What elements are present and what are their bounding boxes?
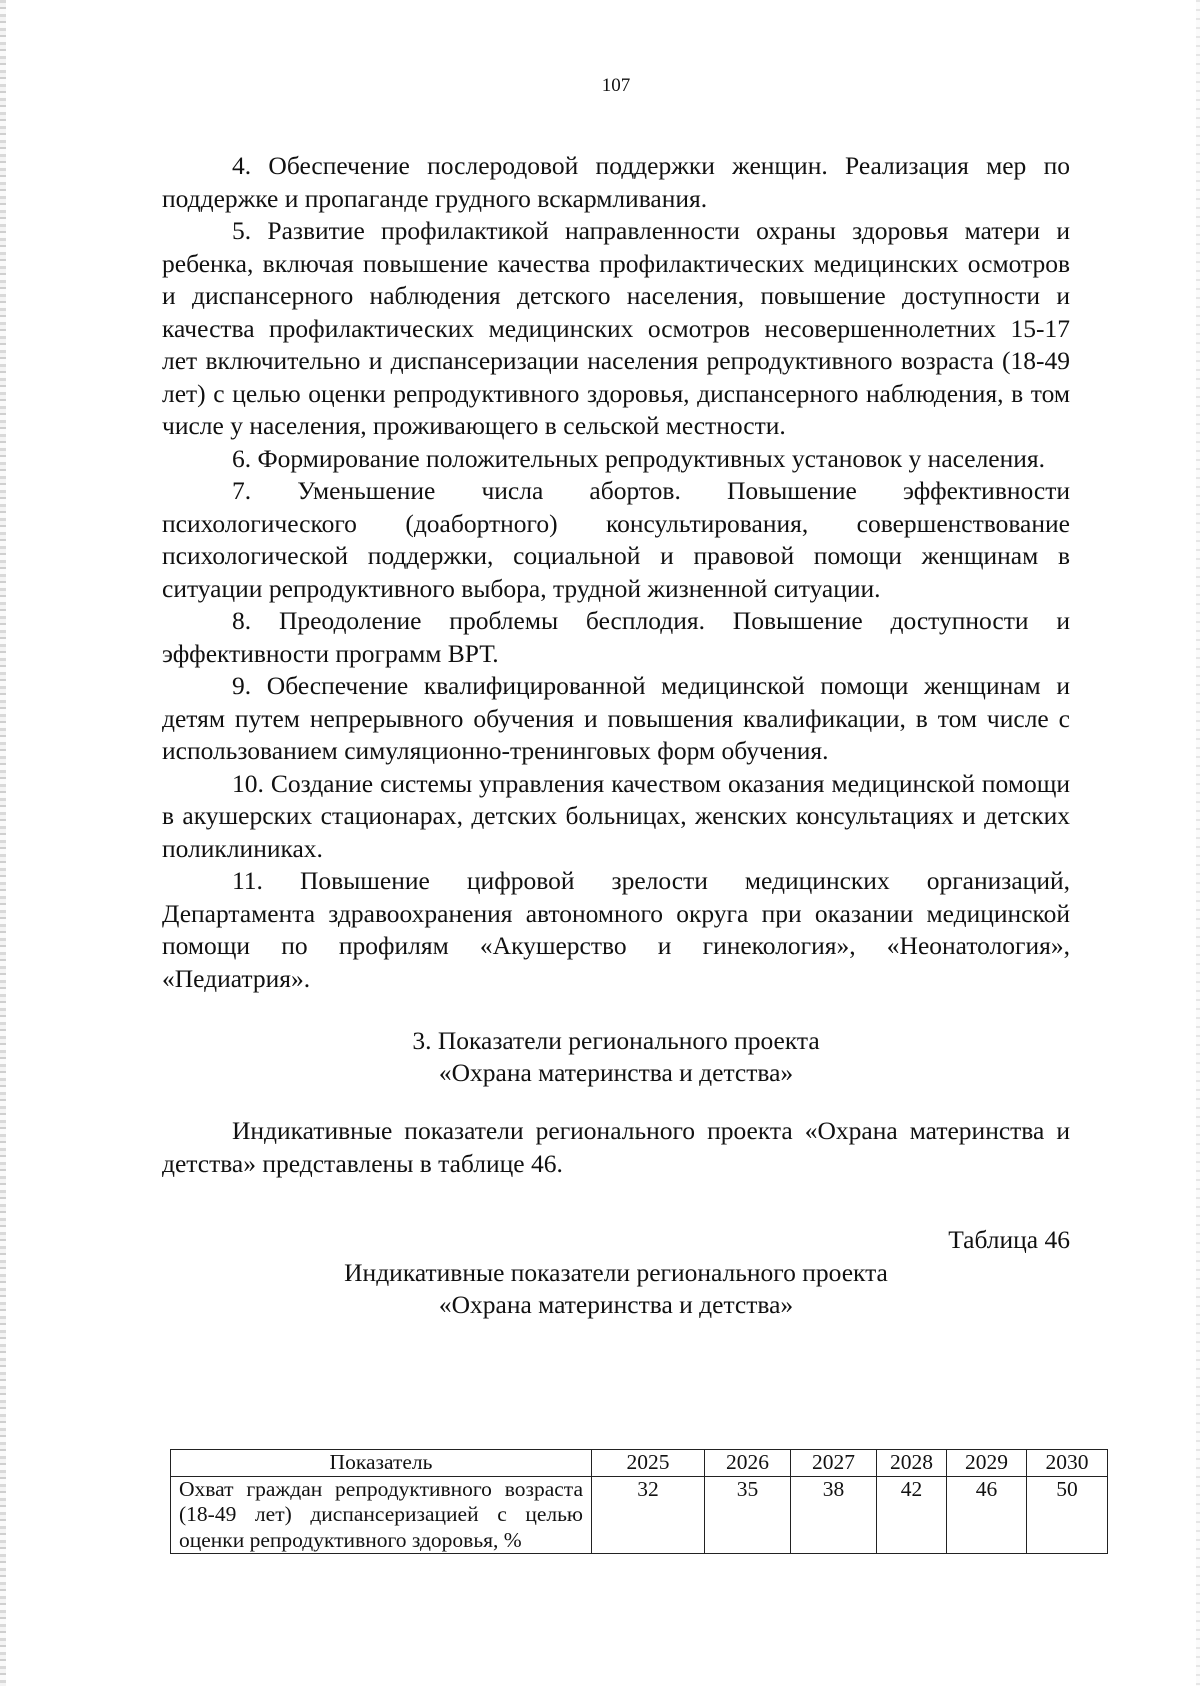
indicator-name-cell: Охват граждан репродуктивного возраста (18-49 лет) диспансеризацией с целью оценки репродуктивного здоровья, % bbox=[171, 1476, 592, 1554]
value-2029: 46 bbox=[947, 1476, 1027, 1554]
table-row bbox=[171, 1476, 1108, 1554]
section-heading bbox=[162, 1025, 1070, 1089]
table-header-row bbox=[171, 1450, 1108, 1477]
paragraph-item-8: 8. Преодоление проблемы бесплодия. Повышение доступности и эффективности программ ВРТ. bbox=[162, 606, 1070, 668]
table-label: Таблица 46 bbox=[948, 1225, 1070, 1254]
table-title bbox=[162, 1257, 1070, 1321]
header-2030: 2030 bbox=[1027, 1450, 1108, 1477]
scan-right-edge bbox=[1196, 0, 1200, 1686]
indicators-table bbox=[170, 1449, 1108, 1554]
header-2028: 2028 bbox=[877, 1450, 947, 1477]
section-heading-line1: 3. Показатели регионального проекта bbox=[412, 1026, 820, 1055]
paragraph-item-11: 11. Повышение цифровой зрелости медицинских организаций, Департамента здравоохранения автономного округа при оказании медицинской помощи по профилям «Акушерство и гинекология», «Неонатология», «Педиатрия». bbox=[162, 866, 1070, 993]
value-2026: 35 bbox=[705, 1476, 791, 1554]
value-2030: 50 bbox=[1027, 1476, 1108, 1554]
paragraph-item-10: 10. Создание системы управления качеством оказания медицинской помощи в акушерских стационарах, детских больницах, женских консультациях и детских поликлиниках. bbox=[162, 768, 1070, 863]
value-2027: 38 bbox=[791, 1476, 877, 1554]
scan-left-edge bbox=[0, 0, 6, 1686]
table-title-line1: Индикативные показатели регионального проекта bbox=[344, 1257, 888, 1287]
document-body bbox=[162, 150, 1070, 1321]
header-2029: 2029 bbox=[947, 1450, 1027, 1477]
table-title-line2: «Охрана материнства и детства» bbox=[438, 1289, 794, 1319]
paragraph-item-6: 6. Формирование положительных репродуктивных установок у населения. bbox=[232, 443, 1046, 473]
paragraph-item-4: 4. Обеспечение послеродовой поддержки женщин. Реализация мер по поддержке и пропаганде грудного вскармливания. bbox=[162, 151, 1070, 213]
paragraph-item-7: 7. Уменьшение числа абортов. Повышение эффективности психологического (доабортного) консультирования, совершенствование психологической поддержки, социальной и правовой помощи женщинам в ситуации репродуктивного выбора, трудной жизненной ситуации. bbox=[162, 476, 1070, 603]
value-2025: 32 bbox=[592, 1476, 705, 1554]
paragraph-item-9: 9. Обеспечение квалифицированной медицинской помощи женщинам и детям путем непрерывного обучения и повышения квалификации, в том числе с использованием симуляционно-тренинговых форм обучения. bbox=[162, 671, 1070, 765]
header-2027: 2027 bbox=[791, 1450, 877, 1477]
paragraph-item-5: 5. Развитие профилактикой направленности охраны здоровья матери и ребенка, включая повышение качества профилактических медицинских осмотров и диспансерного наблюдения детского населения, повышение доступности и качества профилактических медицинских осмотров несовершеннолетних 15-17 лет включительно и диспансеризации населения репродуктивного возраста (18-49 лет) с целью оценки репродуктивного здоровья, диспансерного наблюдения, в том числе у населения, проживающего в сельской местности. bbox=[162, 216, 1070, 440]
section-intro: Индикативные показатели регионального проекта «Охрана материнства и детства» представлены в таблице 46. bbox=[162, 1116, 1070, 1178]
section-heading-line2: «Охрана материнства и детства» bbox=[438, 1058, 794, 1087]
header-2026: 2026 bbox=[705, 1450, 791, 1477]
value-2028: 42 bbox=[877, 1476, 947, 1554]
header-indicator: Показатель bbox=[171, 1450, 592, 1477]
header-2025: 2025 bbox=[592, 1450, 705, 1477]
page-number: 107 bbox=[601, 75, 631, 96]
